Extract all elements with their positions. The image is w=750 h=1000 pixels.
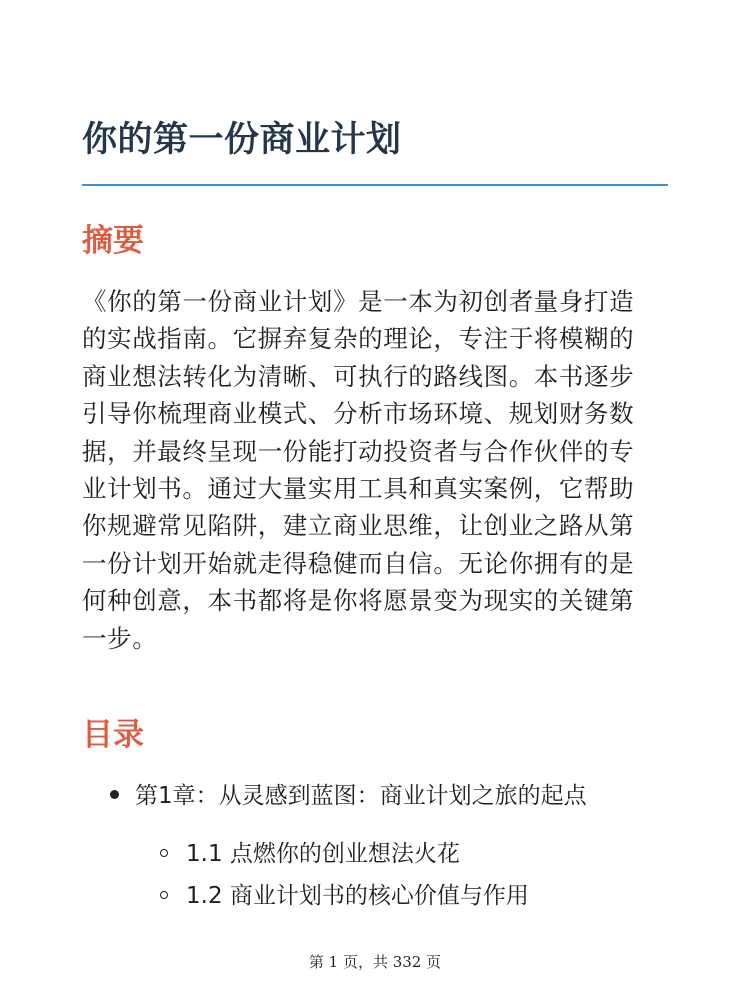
summary-line: 业计划书。通过大量实用工具和真实案例，它帮助 [82, 474, 635, 504]
summary-line: 的实战指南。它摒弃复杂的理论，专注于将模糊的 [82, 324, 635, 354]
summary-line: 据，并最终呈现一份能打动投资者与合作伙伴的专 [82, 436, 635, 466]
toc-section-item[interactable] [160, 836, 460, 872]
summary-line: 一份计划开始就走得稳健而自信。无论你拥有的是 [82, 548, 635, 578]
bullet-disc-icon [110, 790, 119, 799]
summary-line: 你规避常见陷阱，建立商业思维，让创业之路从第 [82, 511, 635, 541]
toc-section-label: 1.1 点燃你的创业想法火花 [186, 841, 460, 867]
page-number-footer: 第 1 页，共 332 页 [308, 953, 442, 971]
summary-line: 商业想法转化为清晰、可执行的路线图。本书逐步 [82, 361, 635, 391]
summary-line: 一步。 [82, 623, 158, 653]
toc-heading: 目录 [82, 717, 144, 753]
summary-heading: 摘要 [82, 223, 144, 259]
toc-chapter-item[interactable] [110, 778, 587, 814]
toc-section-item[interactable] [160, 878, 529, 914]
toc-chapter-label: 第1章：从灵感到蓝图：商业计划之旅的起点 [135, 783, 587, 809]
summary-paragraph [82, 283, 672, 657]
summary-line: 何种创意，本书都将是你将愿景变为现实的关键第 [82, 586, 635, 616]
toc-section-label: 1.2 商业计划书的核心价值与作用 [186, 883, 529, 909]
summary-line: 《你的第一份商业计划》是一本为初创者量身打造 [82, 287, 635, 316]
title-divider [82, 184, 668, 186]
bullet-circle-icon [160, 891, 168, 899]
summary-line: 引导你梳理商业模式、分析市场环境、规划财务数 [82, 399, 635, 429]
bullet-circle-icon [160, 849, 168, 857]
page-title: 你的第一份商业计划 [82, 120, 402, 160]
